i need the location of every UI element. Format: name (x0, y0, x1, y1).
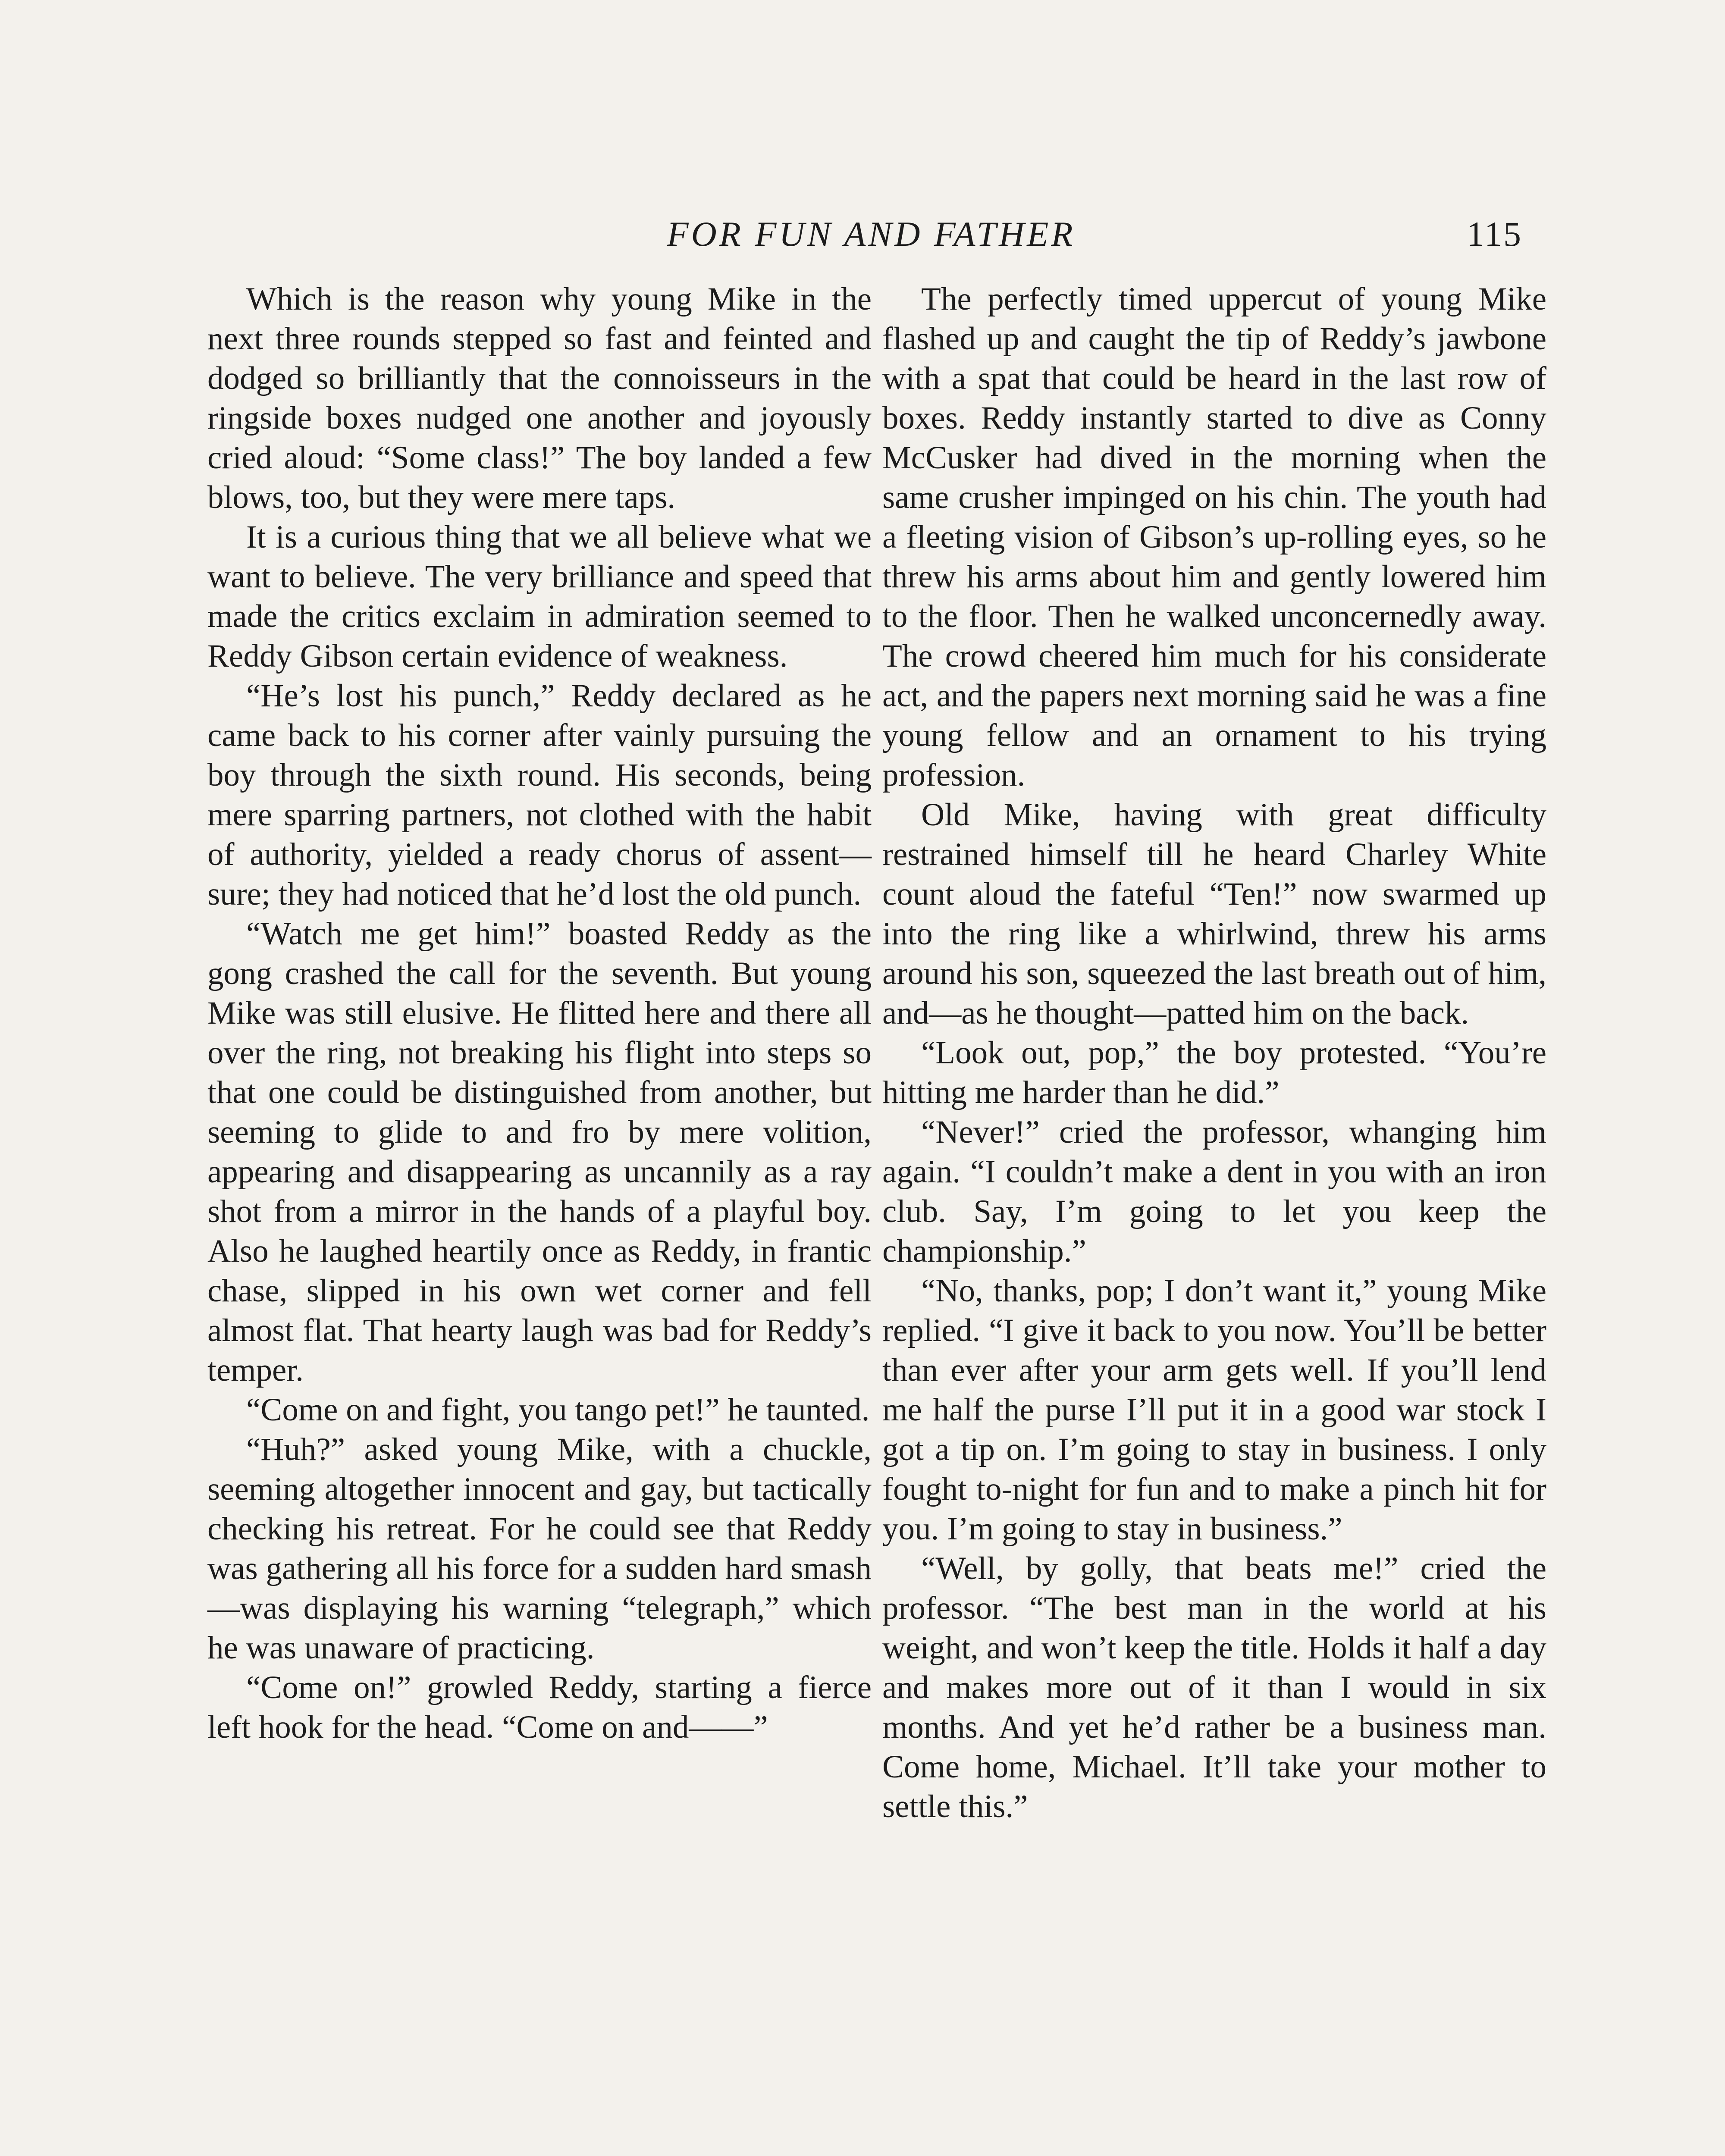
paragraph: “Never!” cried the professor, whanging him again. “I couldn’t make a dent in you with an iron club. Say, I’m going to let you keep the championship.” (882, 1114, 1546, 1269)
paragraph: “No, thanks, pop; I don’t want it,” young Mike replied. “I give it back to you now. You’ll be better than ever after your arm gets well. If you’ll lend me half the purse I’ll put it in a good war stock I got a tip on. I’m going to stay in business. I only fought to-night for fun and to make a pinch hit for you. I’m going to stay in business.” (882, 1273, 1546, 1547)
paragraph: The perfectly timed uppercut of young Mike flashed up and caught the tip of Reddy’s jawbone with a spat that could be heard in the last row of boxes. Reddy instantly started to dive as Conny McCusker had dived in the morning when the same crusher impinged on his chin. The youth had a fleeting vision of Gibson’s up-rolling eyes, so he threw his arms about him and gently lowered him to the floor. Then he walked unconcernedly away. The crowd cheered him much for his considerate act, and the papers next morning said he was a fine young fellow and an ornament to his trying profession. (882, 281, 1546, 793)
paragraph: “He’s lost his punch,” Reddy declared as he came back to his corner after vainly pursuing the boy through the sixth round. His seconds, being mere sparring partners, not clothed with the habit of authority, yielded a ready chorus of assent—sure; they had noticed that he’d lost the old punch. (207, 678, 872, 912)
left-column (207, 279, 872, 1747)
right-column (882, 279, 1546, 1827)
paragraph: “Watch me get him!” boasted Reddy as the gong crashed the call for the seventh. But young Mike was still elusive. He flitted here and there all over the ring, not breaking his flight into steps so that one could be distinguished from another, but seeming to glide to and fro by mere volition, appearing and disappearing as uncannily as a ray shot from a mirror in the hands of a playful boy. Also he laughed heartily once as Reddy, in frantic chase, slipped in his own wet corner and fell almost flat. That hearty laugh was bad for Reddy’s temper. (207, 916, 872, 1388)
paragraph: “Well, by golly, that beats me!” cried the professor. “The best man in the world at his weight, and won’t keep the title. Holds it half a day and makes more out of it than I would in six months. And yet he’d rather be a business man. Come home, Michael. It’ll take your mother to settle this.” (882, 1551, 1546, 1824)
running-title: FOR FUN AND FATHER (667, 214, 1076, 254)
paragraph: It is a curious thing that we all believe what we want to believe. The very brilliance and speed that made the critics exclaim in admiration seemed to Reddy Gibson certain evidence of weakness. (207, 519, 872, 674)
page-number: 115 (1467, 214, 1522, 254)
paragraph: “Look out, pop,” the boy protested. “You’re hitting me harder than he did.” (882, 1035, 1546, 1110)
paragraph: Old Mike, having with great difficulty restrained himself till he heard Charley White count aloud the fateful “Ten!” now swarmed up into the ring like a whirlwind, threw his arms around his son, squeezed the last breath out of him, and—as he thought—patted him on the back. (882, 797, 1546, 1031)
paragraph: “Huh?” asked young Mike, with a chuckle, seeming altogether innocent and gay, but tactically checking his retreat. For he could see that Reddy was gathering all his force for a sudden hard smash—was displaying his warning “telegraph,” which he was unaware of practicing. (207, 1432, 872, 1666)
paragraph: Which is the reason why young Mike in the next three rounds stepped so fast and feinted and dodged so brilliantly that the connoisseurs in the ringside boxes nudged one another and joyously cried aloud: “Some class!” The boy landed a few blows, too, but they were mere taps. (207, 281, 872, 515)
paragraph: “Come on and fight, you tango pet!” he taunted. (246, 1392, 870, 1428)
running-head (0, 210, 1725, 258)
paragraph: “Come on!” growled Reddy, starting a fierce left hook for the head. “Come on and——” (207, 1670, 872, 1745)
